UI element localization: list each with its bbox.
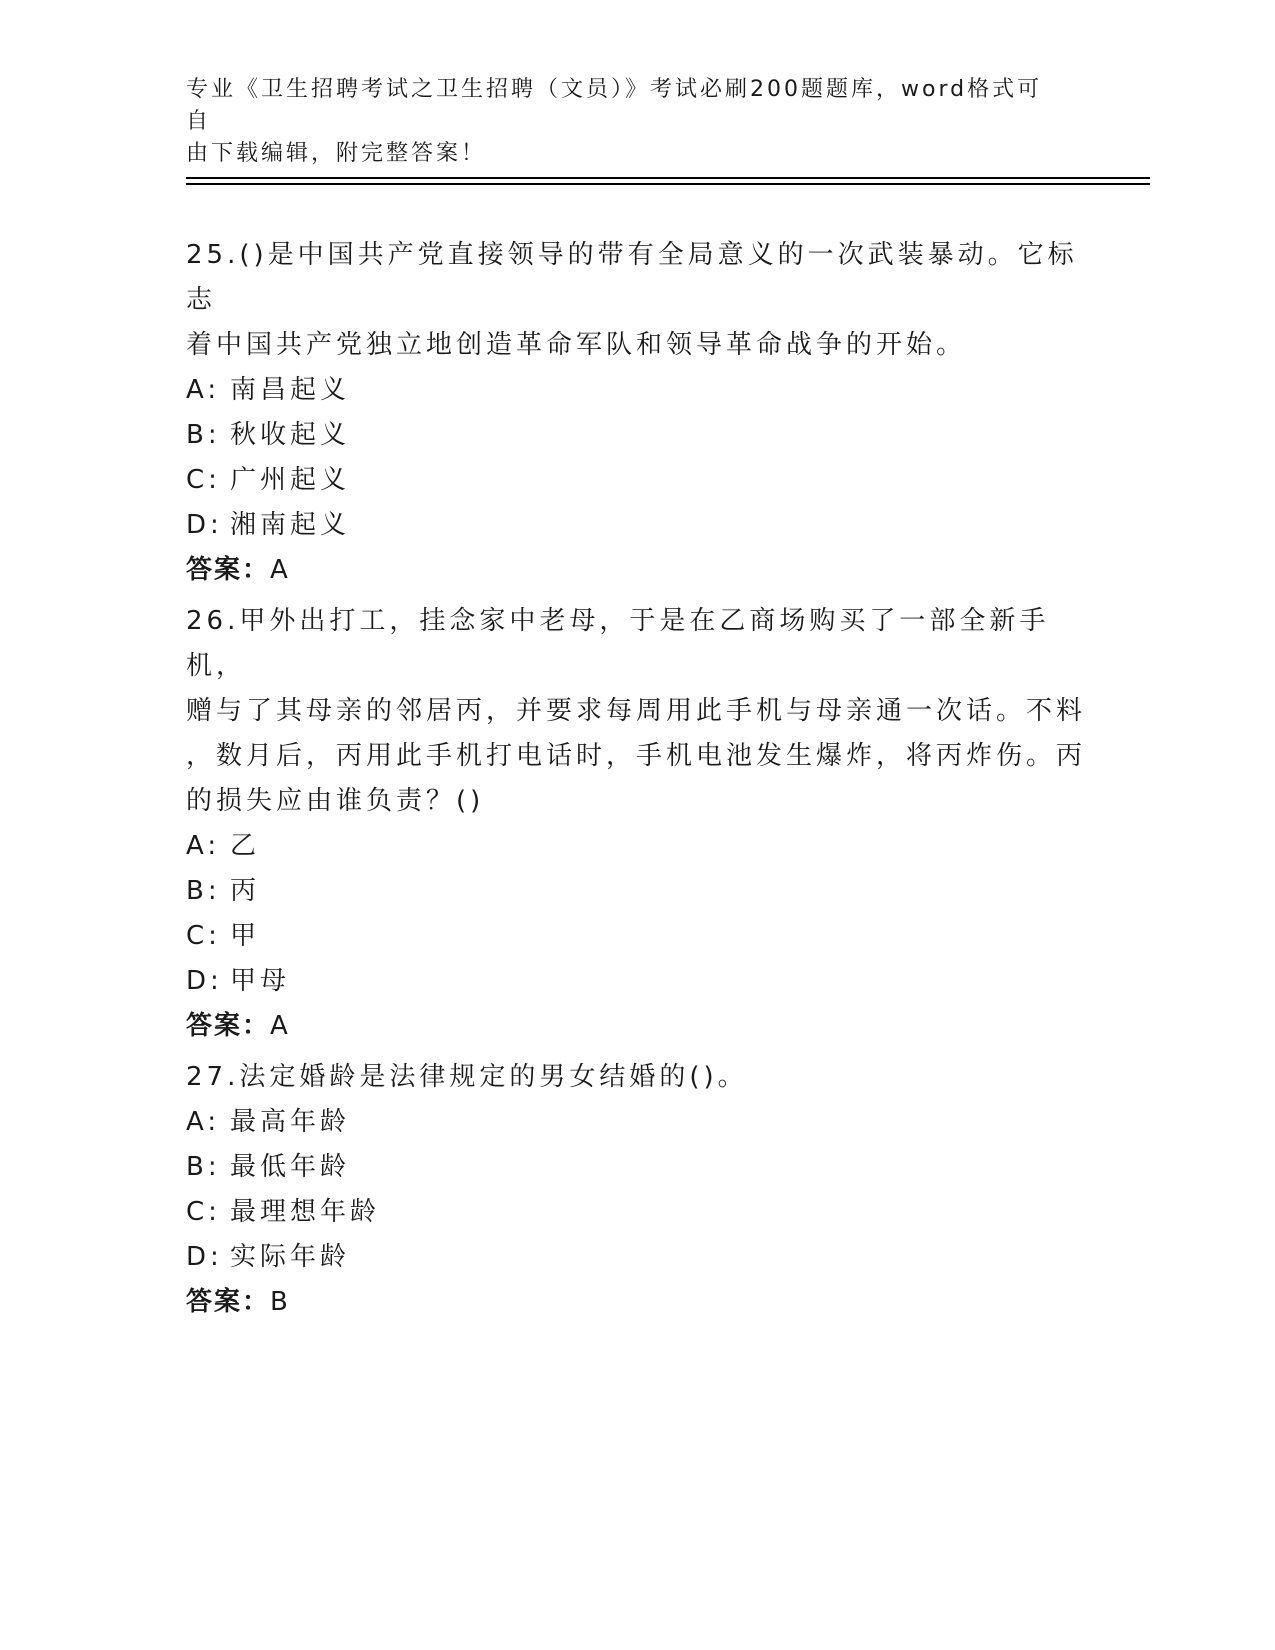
option-key: A:: [186, 831, 221, 861]
question-text-line: 的损失应由谁负责？(): [186, 786, 485, 816]
header-line-1: 专业《卫生招聘考试之卫生招聘（文员）》考试必刷200题题库，word格式可自: [186, 77, 1043, 134]
answer-line: [186, 1004, 1086, 1049]
option-a: [186, 1100, 1086, 1145]
option-text: 最理想年龄: [230, 1197, 381, 1227]
option-key: D:: [186, 510, 223, 540]
answer-line: [186, 1280, 1086, 1325]
option-key: B:: [186, 420, 221, 450]
answer-label: 答案：: [186, 1011, 271, 1041]
header-divider-bottom: [186, 183, 1150, 185]
question-text-line: 赠与了其母亲的邻居丙，并要求每周用此手机与母亲通一次话。不料: [186, 696, 1087, 726]
option-text: 甲母: [230, 966, 291, 996]
option-a: [186, 824, 1086, 869]
question-27: [186, 1055, 1086, 1325]
option-key: B:: [186, 1152, 221, 1182]
option-text: 南昌起义: [230, 375, 351, 405]
option-key: A:: [186, 375, 221, 405]
option-d: [186, 1235, 1086, 1280]
answer-line: [186, 548, 1086, 593]
option-c: [186, 458, 1086, 503]
document-header: [186, 74, 1066, 170]
question-text-line: ，数月后，丙用此手机打电话时，手机电池发生爆炸，将丙炸伤。丙: [186, 741, 1087, 771]
option-b: [186, 1145, 1086, 1190]
option-d: [186, 959, 1086, 1004]
header-divider-top: [186, 177, 1150, 179]
option-text: 最高年龄: [230, 1107, 351, 1137]
option-key: D:: [186, 966, 223, 996]
option-text: 广州起义: [230, 465, 351, 495]
answer-value: A: [270, 555, 290, 585]
option-c: [186, 914, 1086, 959]
answer-label: 答案：: [186, 555, 271, 585]
option-c: [186, 1190, 1086, 1235]
option-key: C:: [186, 465, 221, 495]
question-text-line: 着中国共产党独立地创造革命军队和领导革命战争的开始。: [186, 330, 967, 360]
question-text-line: 26.甲外出打工，挂念家中老母，于是在乙商场购买了一部全新手机，: [186, 606, 1050, 681]
answer-label: 答案：: [186, 1287, 271, 1317]
option-key: C:: [186, 1197, 221, 1227]
question-26: [186, 599, 1086, 1049]
option-text: 甲: [230, 921, 261, 951]
option-key: D:: [186, 1242, 223, 1272]
option-text: 乙: [230, 831, 261, 861]
option-text: 秋收起义: [230, 420, 351, 450]
answer-value: B: [270, 1287, 290, 1317]
option-key: A:: [186, 1107, 221, 1137]
option-text: 丙: [230, 876, 261, 906]
option-d: [186, 503, 1086, 548]
question-25: [186, 233, 1086, 593]
header-line-2: 由下载编辑，附完整答案！: [186, 141, 487, 166]
question-text-line: 25.()是中国共产党直接领导的带有全局意义的一次武装暴动。它标志: [186, 240, 1078, 315]
question-text-line: 27.法定婚龄是法律规定的男女结婚的()。: [186, 1062, 748, 1092]
option-b: [186, 869, 1086, 914]
option-text: 湘南起义: [230, 510, 351, 540]
option-text: 实际年龄: [230, 1242, 351, 1272]
option-key: C:: [186, 921, 221, 951]
option-text: 最低年龄: [230, 1152, 351, 1182]
option-b: [186, 413, 1086, 458]
option-key: B:: [186, 876, 221, 906]
option-a: [186, 368, 1086, 413]
answer-value: A: [270, 1011, 290, 1041]
